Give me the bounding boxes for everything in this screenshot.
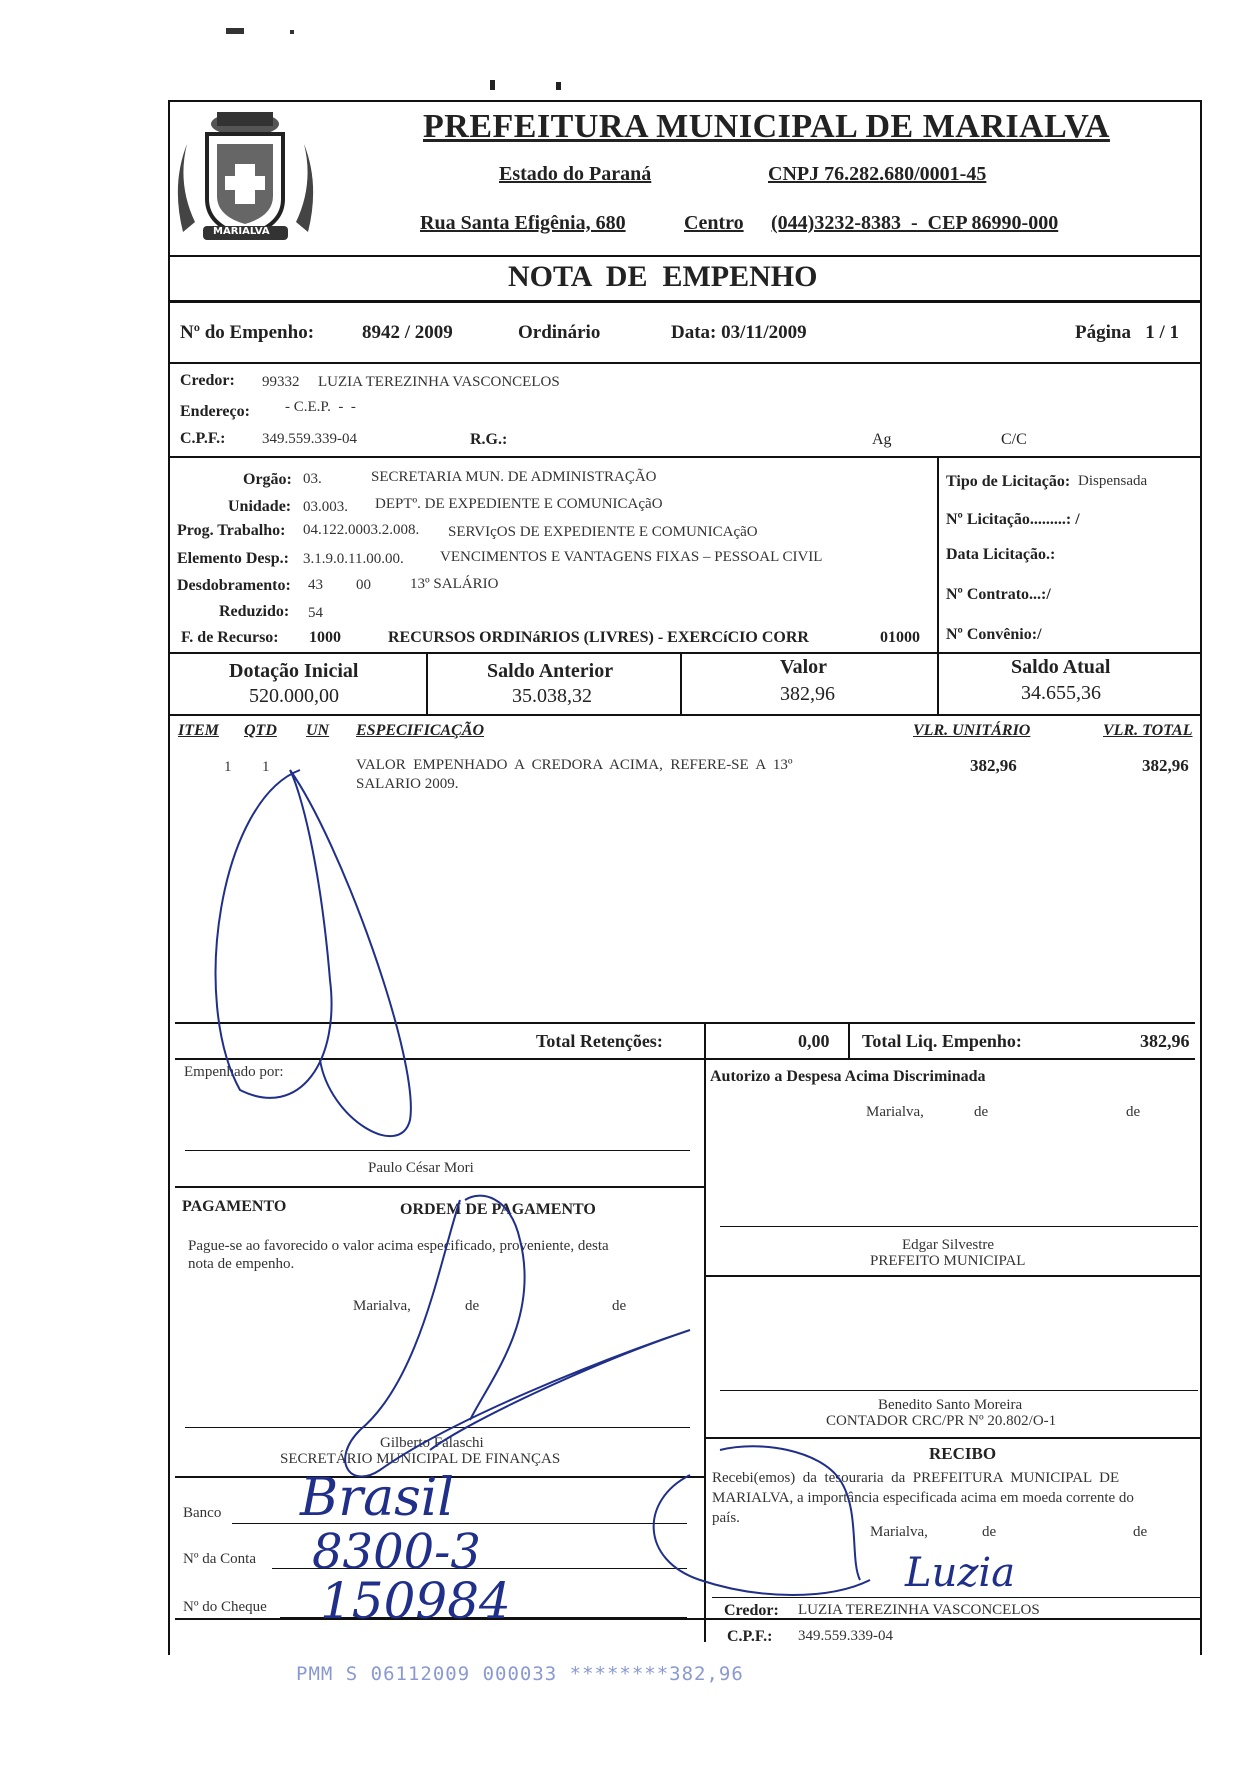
saldo-anterior-label: Saldo Anterior (487, 660, 614, 682)
prefeito-name: Edgar Silvestre (902, 1237, 995, 1253)
data-licitacao: Data Licitação.: (946, 546, 1056, 563)
empenho-number-label: Nº do Empenho: (180, 322, 315, 343)
items-header-item: ITEM (178, 722, 219, 739)
item-espec-line1: VALOR EMPENHADO A CREDORA ACIMA, REFERE-SE A 13º (356, 757, 793, 773)
endereco-value: - C.E.P. - - (285, 399, 356, 415)
orgao-label: Orgão: (243, 471, 292, 488)
prefeito-title: PREFEITO MUNICIPAL (870, 1253, 1026, 1269)
unidade-code: 03.003. (303, 499, 348, 515)
retencoes-label: Total Retenções: (536, 1031, 663, 1051)
orgao-code: 03. (303, 471, 322, 487)
dotacao-label: Dotação Inicial (229, 660, 359, 682)
empenhado-name: Paulo César Mori (368, 1160, 474, 1176)
items-header-espec: ESPECIFICAÇÃO (356, 722, 485, 739)
items-header-unit: VLR. UNITÁRIO (913, 722, 1031, 739)
empenho-number: 8942 / 2009 (362, 322, 453, 343)
recibo-cpf-label: C.P.F.: (727, 1628, 773, 1645)
desdobramento-a: 43 (308, 577, 323, 593)
secretario-title: SECRETÁRIO MUNICIPAL DE FINANÇAS (280, 1451, 561, 1467)
page-title: PREFEITURA MUNICIPAL DE MARIALVA (423, 108, 1110, 145)
valor-value: 382,96 (780, 683, 835, 705)
recibo-credor-label: Credor: (724, 1602, 779, 1619)
empenhado-label: Empenhado por: (184, 1064, 284, 1080)
valor-label: Valor (780, 656, 828, 678)
saldo-atual-label: Saldo Atual (1011, 656, 1111, 678)
prog-trabalho-code: 04.122.0003.2.008. (303, 522, 420, 538)
phone-cep-label: (044)3232-8383 - CEP 86990-000 (771, 212, 1059, 234)
unidade-name: DEPTº. DE EXPEDIENTE E COMUNICAçãO (375, 496, 663, 512)
desdobramento-b: 00 (356, 577, 371, 593)
dotacao-value: 520.000,00 (249, 685, 339, 707)
logo-banner-text: MARIALVA (213, 226, 270, 237)
reduzido-label: Reduzido: (219, 603, 290, 620)
reduzido-value: 54 (308, 605, 323, 621)
items-header-qtd: QTD (244, 722, 277, 739)
recurso-label: F. de Recurso: (181, 629, 279, 646)
pagamento-de-1: de (465, 1298, 480, 1314)
conta-label: Nº da Conta (183, 1551, 256, 1567)
document-title: NOTA DE EMPENHO (508, 260, 818, 293)
prog-trabalho-label: Prog. Trabalho: (177, 522, 286, 539)
banco-label: Banco (183, 1505, 222, 1521)
tipo-licitacao-label: Tipo de Licitação: (946, 473, 1071, 490)
numero-convenio: Nº Convênio:/ (946, 626, 1042, 643)
ag-label: Ag (872, 431, 892, 448)
cc-label: C/C (1001, 431, 1027, 448)
address-label: Rua Santa Efigênia, 680 (420, 212, 626, 234)
pagamento-city: Marialva, (353, 1298, 411, 1314)
retencoes-value: 0,00 (798, 1031, 830, 1051)
liquido-value: 382,96 (1140, 1031, 1190, 1051)
item-unit-value: 382,96 (970, 756, 1017, 775)
recibo-credor-name: LUZIA TEREZINHA VASCONCELOS (798, 1602, 1040, 1618)
credor-name: LUZIA TEREZINHA VASCONCELOS (318, 374, 560, 390)
autorizo-city: Marialva, (866, 1104, 924, 1120)
liquido-label: Total Liq. Empenho: (862, 1031, 1022, 1051)
recibo-de-2: de (1133, 1524, 1148, 1540)
saldo-atual-value: 34.655,36 (1021, 682, 1101, 704)
tipo-licitacao-value: Dispensada (1078, 473, 1148, 489)
banco-handwritten: Brasil (300, 1468, 455, 1528)
items-header-un: UN (306, 722, 330, 739)
saldo-anterior-value: 35.038,32 (512, 685, 592, 707)
recibo-cpf-value: 349.559.339-04 (798, 1628, 893, 1644)
recurso-code: 1000 (309, 629, 341, 646)
empenho-type: Ordinário (518, 322, 601, 343)
orgao-name: SECRETARIA MUN. DE ADMINISTRAÇÃO (371, 469, 657, 485)
desdobramento-name: 13º SALÁRIO (410, 576, 499, 592)
pagamento-de-2: de (612, 1298, 627, 1314)
recibo-signature: Luzia (905, 1550, 1016, 1596)
recibo-text-line3: país. (712, 1510, 740, 1526)
recibo-text-line1: Recebi(emos) da tesouraria da PREFEITURA MUNICIPAL DE (712, 1470, 1120, 1486)
conta-handwritten: 8300-3 (312, 1524, 481, 1580)
cpf-label: C.P.F.: (180, 430, 226, 447)
item-total-value: 382,96 (1142, 756, 1189, 775)
pagamento-text-line2: nota de empenho. (188, 1256, 295, 1272)
prog-trabalho-name: SERVIçOS DE EXPEDIENTE E COMUNICAçãO (448, 524, 758, 540)
item-espec-line2: SALARIO 2009. (356, 776, 459, 792)
contador-name: Benedito Santo Moreira (878, 1397, 1023, 1413)
page-number: Página 1 / 1 (1075, 322, 1179, 343)
item-qtd: 1 (262, 759, 270, 775)
recibo-city: Marialva, (870, 1524, 928, 1540)
empenho-date: Data: 03/11/2009 (671, 322, 807, 343)
desdobramento-label: Desdobramento: (177, 577, 291, 594)
mechanical-stamp: PMM S 06112009 000033 ********382,96 (296, 1663, 744, 1685)
autorizo-label: Autorizo a Despesa Acima Discriminada (710, 1068, 986, 1085)
cpf-value: 349.559.339-04 (262, 431, 357, 447)
credor-label: Credor: (180, 372, 235, 389)
cheque-handwritten: 150984 (320, 1572, 511, 1630)
unidade-label: Unidade: (228, 498, 292, 515)
elemento-name: VENCIMENTOS E VANTAGENS FIXAS – PESSOAL CIVIL (440, 549, 823, 565)
numero-licitacao: Nº Licitação.........: / (946, 511, 1080, 528)
recibo-de-1: de (982, 1524, 997, 1540)
recibo-text-line2: MARIALVA, a importância especificada acima em moeda corrente do (712, 1490, 1134, 1506)
ordem-pagamento-label: ORDEM DE PAGAMENTO (400, 1201, 596, 1218)
credor-code: 99332 (262, 374, 300, 390)
district-label: Centro (684, 212, 744, 234)
state-label: Estado do Paraná (499, 163, 652, 185)
elemento-code: 3.1.9.0.11.00.00. (303, 551, 404, 567)
secretario-name: Gilberto Falaschi (380, 1435, 484, 1451)
recurso-name: RECURSOS ORDINáRIOS (LIVRES) - EXERCíCIO CORR (388, 629, 809, 646)
pagamento-text-line1: Pague-se ao favorecido o valor acima especificado, proveniente, desta (188, 1238, 609, 1254)
autorizo-de-2: de (1126, 1104, 1141, 1120)
pagamento-label: PAGAMENTO (182, 1198, 287, 1215)
recibo-title: RECIBO (929, 1444, 997, 1463)
rg-label: R.G.: (470, 431, 508, 448)
recurso-code-2: 01000 (880, 629, 920, 646)
elemento-label: Elemento Desp.: (177, 550, 289, 567)
autorizo-de-1: de (974, 1104, 989, 1120)
items-header-total: VLR. TOTAL (1103, 722, 1193, 739)
item-number: 1 (224, 759, 232, 775)
cheque-label: Nº do Cheque (183, 1599, 267, 1615)
cnpj-label: CNPJ 76.282.680/0001-45 (768, 163, 987, 185)
endereco-label: Endereço: (180, 403, 250, 420)
numero-contrato: Nº Contrato...:/ (946, 586, 1051, 603)
contador-title: CONTADOR CRC/PR Nº 20.802/O-1 (826, 1413, 1057, 1429)
